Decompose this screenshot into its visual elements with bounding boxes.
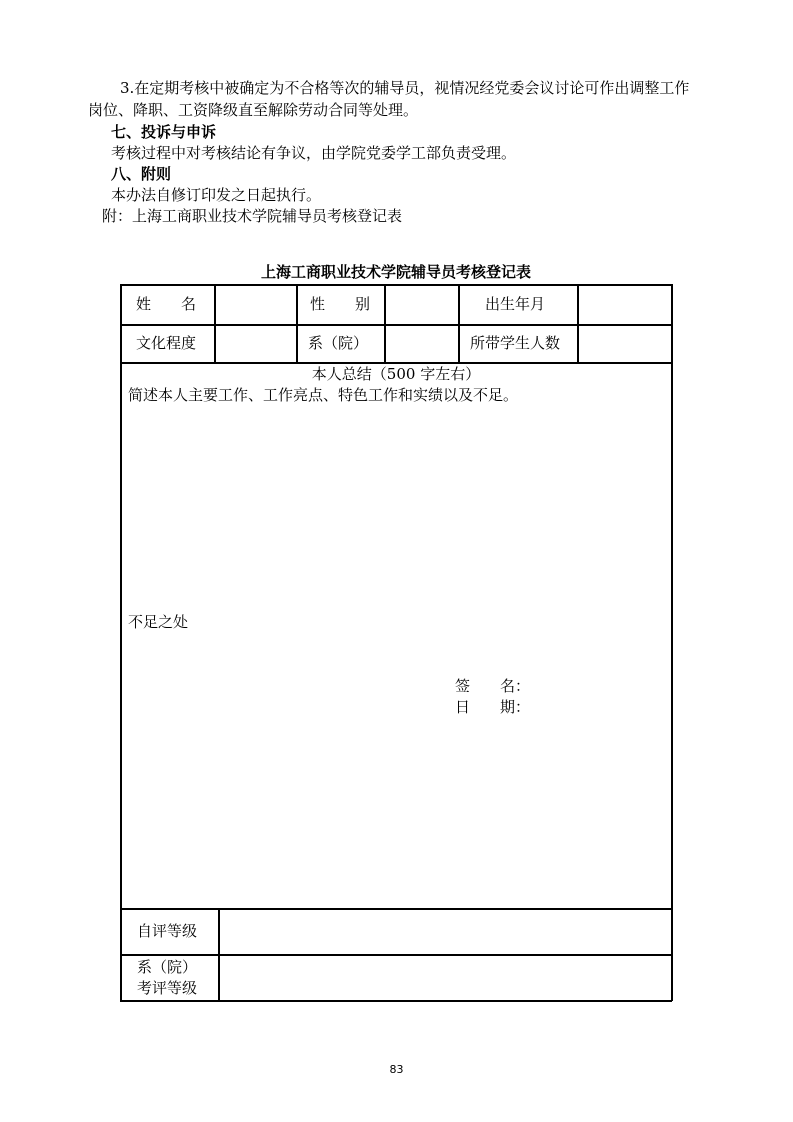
table-border-left (120, 284, 122, 1001)
row-divider (120, 324, 672, 326)
section-8-text: 本办法自修订印发之日起执行。 (111, 186, 322, 204)
self-rating-label: 自评等级 (137, 922, 198, 940)
page-number: 83 (389, 1063, 404, 1076)
summary-instruction: 简述本人主要工作、工作亮点、特色工作和实绩以及不足。 (128, 386, 519, 404)
paragraph-3-line-1: 3.在定期考核中被确定为不合格等次的辅导员，视情况经党委会议讨论可作出调整工作 (120, 79, 690, 97)
row-divider (120, 954, 672, 956)
gender-label: 性 别 (310, 295, 371, 313)
table-border-bottom (120, 1000, 672, 1002)
column-divider (296, 284, 298, 363)
attachment-note: 附：上海工商职业技术学院辅导员考核登记表 (102, 207, 403, 225)
department-rating-label-line-2: 考评等级 (137, 979, 198, 997)
column-divider (218, 908, 220, 1000)
table-border-right (671, 284, 673, 1001)
education-label: 文化程度 (136, 334, 197, 352)
paragraph-3-line-2: 岗位、降职、工资降级直至解除劳动合同等处理。 (88, 101, 419, 119)
column-divider (458, 284, 460, 363)
column-divider (214, 284, 216, 363)
birth-date-label: 出生年月 (485, 295, 546, 313)
section-7-heading: 七、投诉与申诉 (111, 123, 217, 141)
row-divider (120, 908, 672, 910)
column-divider (384, 284, 386, 363)
column-divider (577, 284, 579, 363)
form-title: 上海工商职业技术学院辅导员考核登记表 (260, 263, 531, 281)
student-count-label: 所带学生人数 (470, 334, 561, 352)
section-7-text: 考核过程中对考核结论有争议，由学院党委学工部负责受理。 (111, 144, 517, 162)
name-label: 姓 名 (136, 295, 197, 313)
section-8-heading: 八、附则 (111, 165, 172, 183)
shortcomings-label: 不足之处 (128, 613, 189, 631)
department-rating-label-line-1: 系（院） (137, 958, 198, 976)
table-border-top (120, 284, 672, 286)
date-label: 日 期： (455, 698, 531, 716)
department-label: 系（院） (308, 334, 369, 352)
signature-label: 签 名： (455, 677, 531, 695)
summary-header: 本人总结（500 字左右） (311, 365, 481, 383)
